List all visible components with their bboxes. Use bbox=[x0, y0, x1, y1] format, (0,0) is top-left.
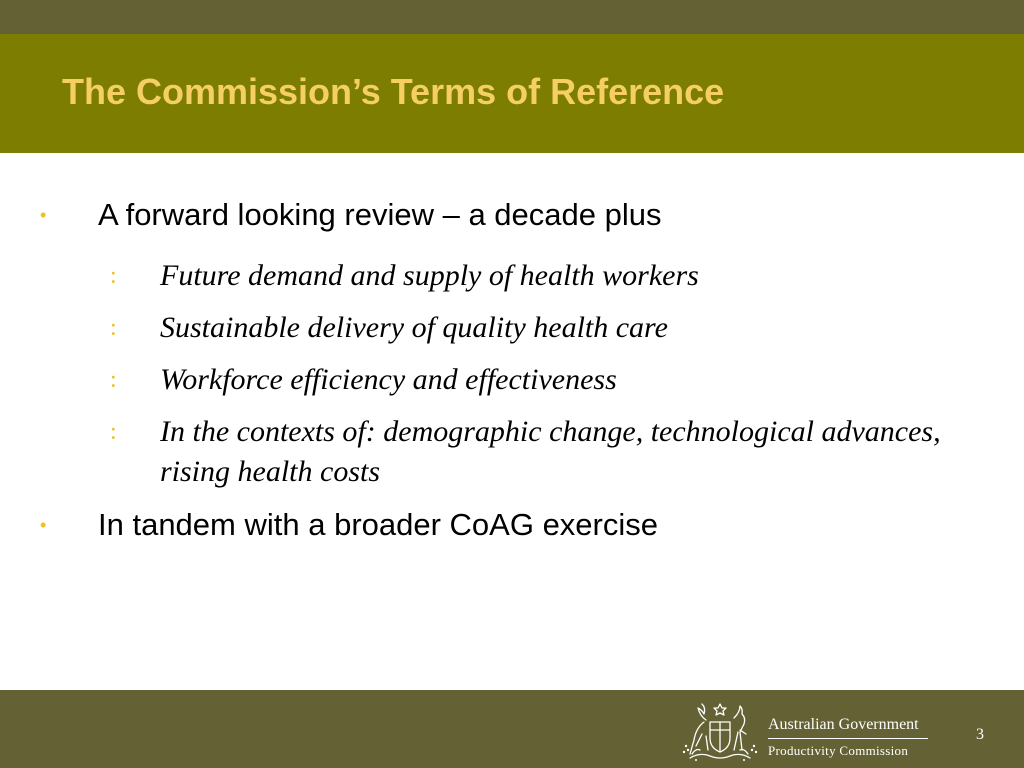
bullet-item bbox=[0, 503, 1000, 547]
sub-item-text: Sustainable delivery of quality health care bbox=[160, 311, 668, 344]
footer-divider bbox=[768, 738, 928, 739]
top-strip bbox=[0, 0, 1024, 34]
sub-marker: : bbox=[110, 263, 117, 289]
government-name: Australian Government bbox=[768, 716, 919, 733]
sub-item-text: Future demand and supply of health workers bbox=[160, 259, 699, 292]
bullet-item bbox=[0, 193, 1000, 237]
slide-title: The Commission’s Terms of Reference bbox=[62, 71, 725, 112]
sub-marker: : bbox=[110, 419, 117, 445]
bullet-text: In tandem with a broader CoAG exercise bbox=[98, 507, 658, 542]
page-number: 3 bbox=[976, 726, 984, 743]
agency-name: Productivity Commission bbox=[768, 743, 909, 758]
sub-marker: : bbox=[110, 315, 117, 341]
commonwealth-coat-of-arms-icon bbox=[678, 700, 762, 764]
sub-item-text: In the contexts of: demographic change, technological advances, rising health costs bbox=[160, 415, 941, 488]
bullet-marker: • bbox=[40, 205, 47, 225]
sub-marker: : bbox=[110, 367, 117, 393]
sub-item-text: Workforce efficiency and effectiveness bbox=[160, 363, 617, 396]
bullet-marker: • bbox=[40, 515, 47, 535]
bullet-text: A forward looking review – a decade plus bbox=[98, 197, 662, 232]
